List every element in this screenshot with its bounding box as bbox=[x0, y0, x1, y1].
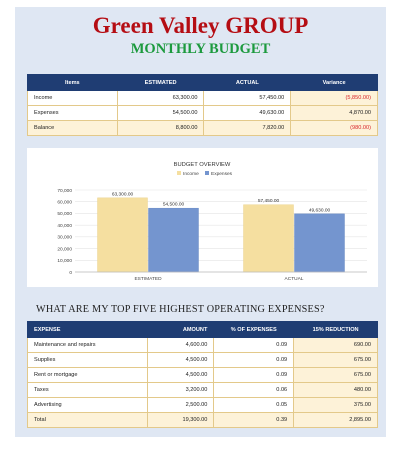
bar-income-estimated bbox=[98, 198, 148, 272]
data-label: 54,500.00 bbox=[162, 202, 185, 208]
y-tick-label: 50,000 bbox=[57, 212, 72, 218]
cell-pct[interactable]: 0.09 bbox=[214, 353, 294, 368]
budget-overview-chart[interactable] bbox=[27, 148, 378, 287]
col-header-actual: ACTUAL bbox=[204, 75, 291, 91]
cell-item[interactable]: Income bbox=[28, 91, 118, 106]
col-header-estimated: ESTIMATED bbox=[117, 75, 204, 91]
cell-reduction[interactable]: 675.00 bbox=[294, 368, 378, 383]
cell-expense[interactable]: Rent or mortgage bbox=[28, 368, 148, 383]
table-row bbox=[28, 368, 378, 383]
cell-amount[interactable]: 19,300.00 bbox=[147, 413, 214, 428]
table-row bbox=[28, 338, 378, 353]
x-tick-label: ACTUAL bbox=[284, 277, 304, 282]
col-header-reduction: 15% REDUCTION bbox=[294, 322, 378, 338]
legend-label-income: Income bbox=[183, 172, 199, 177]
y-tick-label: 70,000 bbox=[57, 188, 72, 194]
cell-reduction[interactable]: 480.00 bbox=[294, 383, 378, 398]
summary-header-row bbox=[28, 75, 378, 91]
cell-pct[interactable]: 0.09 bbox=[214, 368, 294, 383]
col-header-expense: EXPENSE bbox=[28, 322, 148, 338]
cell-estimated[interactable]: 54,500.00 bbox=[117, 106, 204, 121]
expenses-table bbox=[27, 321, 378, 428]
y-tick-label: 0 bbox=[69, 270, 72, 276]
cell-estimated[interactable]: 8,800.00 bbox=[117, 121, 204, 136]
expenses-header-row bbox=[28, 322, 378, 338]
cell-item[interactable]: Balance bbox=[28, 121, 118, 136]
cell-expense[interactable]: Total bbox=[28, 413, 148, 428]
table-row-balance bbox=[28, 121, 378, 136]
col-header-amount: AMOUNT bbox=[147, 322, 214, 338]
cell-amount[interactable]: 4,600.00 bbox=[147, 338, 214, 353]
bar-expenses-actual bbox=[295, 214, 345, 272]
cell-reduction[interactable]: 2,895.00 bbox=[294, 413, 378, 428]
col-header-pct: % OF EXPENSES bbox=[214, 322, 294, 338]
cell-actual[interactable]: 7,820.00 bbox=[204, 121, 291, 136]
cell-actual[interactable]: 49,630.00 bbox=[204, 106, 291, 121]
page-title: Green Valley GROUP bbox=[92, 13, 309, 38]
cell-amount[interactable]: 3,200.00 bbox=[147, 383, 214, 398]
chart-title: BUDGET OVERVIEW bbox=[173, 162, 231, 168]
bar-expenses-estimated bbox=[149, 208, 199, 272]
cell-reduction[interactable]: 675.00 bbox=[294, 353, 378, 368]
cell-amount[interactable]: 4,500.00 bbox=[147, 368, 214, 383]
legend-swatch-income bbox=[177, 171, 181, 175]
cell-expense[interactable]: Advertising bbox=[28, 398, 148, 413]
cell-item[interactable]: Expenses bbox=[28, 106, 118, 121]
cell-expense[interactable]: Maintenance and repairs bbox=[28, 338, 148, 353]
cell-variance[interactable]: (980.00) bbox=[291, 121, 378, 136]
data-label: 57,450.00 bbox=[257, 199, 280, 205]
legend-label-expenses: Expenses bbox=[211, 172, 233, 177]
cell-reduction[interactable]: 375.00 bbox=[294, 398, 378, 413]
cell-pct[interactable]: 0.09 bbox=[214, 338, 294, 353]
cell-pct[interactable]: 0.05 bbox=[214, 398, 294, 413]
y-tick-label: 10,000 bbox=[57, 259, 72, 265]
cell-pct[interactable]: 0.06 bbox=[214, 383, 294, 398]
cell-expense[interactable]: Taxes bbox=[28, 383, 148, 398]
summary-table bbox=[27, 74, 378, 136]
bar-income-actual bbox=[244, 205, 294, 272]
cell-actual[interactable]: 57,450.00 bbox=[204, 91, 291, 106]
table-row bbox=[28, 383, 378, 398]
page-subtitle: MONTHLY BUDGET bbox=[130, 41, 271, 57]
cell-variance[interactable]: 4,870.00 bbox=[291, 106, 378, 121]
y-tick-label: 60,000 bbox=[57, 200, 72, 206]
table-row-expenses bbox=[28, 106, 378, 121]
table-row bbox=[28, 353, 378, 368]
y-tick-label: 40,000 bbox=[57, 223, 72, 229]
cell-estimated[interactable]: 63,300.00 bbox=[117, 91, 204, 106]
table-row-income bbox=[28, 91, 378, 106]
table-row bbox=[28, 398, 378, 413]
budget-page bbox=[15, 7, 386, 437]
cell-expense[interactable]: Supplies bbox=[28, 353, 148, 368]
cell-amount[interactable]: 4,500.00 bbox=[147, 353, 214, 368]
data-label: 49,630.00 bbox=[308, 208, 331, 214]
y-tick-label: 20,000 bbox=[57, 247, 72, 253]
x-tick-label: ESTIMATED bbox=[134, 277, 162, 282]
col-header-items: Items bbox=[28, 75, 118, 91]
legend-swatch-expenses bbox=[205, 171, 209, 175]
table-row-total bbox=[28, 413, 378, 428]
cell-amount[interactable]: 2,500.00 bbox=[147, 398, 214, 413]
cell-pct[interactable]: 0.39 bbox=[214, 413, 294, 428]
y-tick-label: 30,000 bbox=[57, 235, 72, 241]
cell-reduction[interactable]: 690.00 bbox=[294, 338, 378, 353]
col-header-variance: Variance bbox=[291, 75, 378, 91]
data-label: 63,300.00 bbox=[111, 192, 134, 198]
chart-canvas bbox=[27, 148, 378, 287]
expenses-heading: WHAT ARE MY TOP FIVE HIGHEST OPERATING EXPENSES? bbox=[36, 304, 325, 315]
cell-variance[interactable]: (5,850.00) bbox=[291, 91, 378, 106]
